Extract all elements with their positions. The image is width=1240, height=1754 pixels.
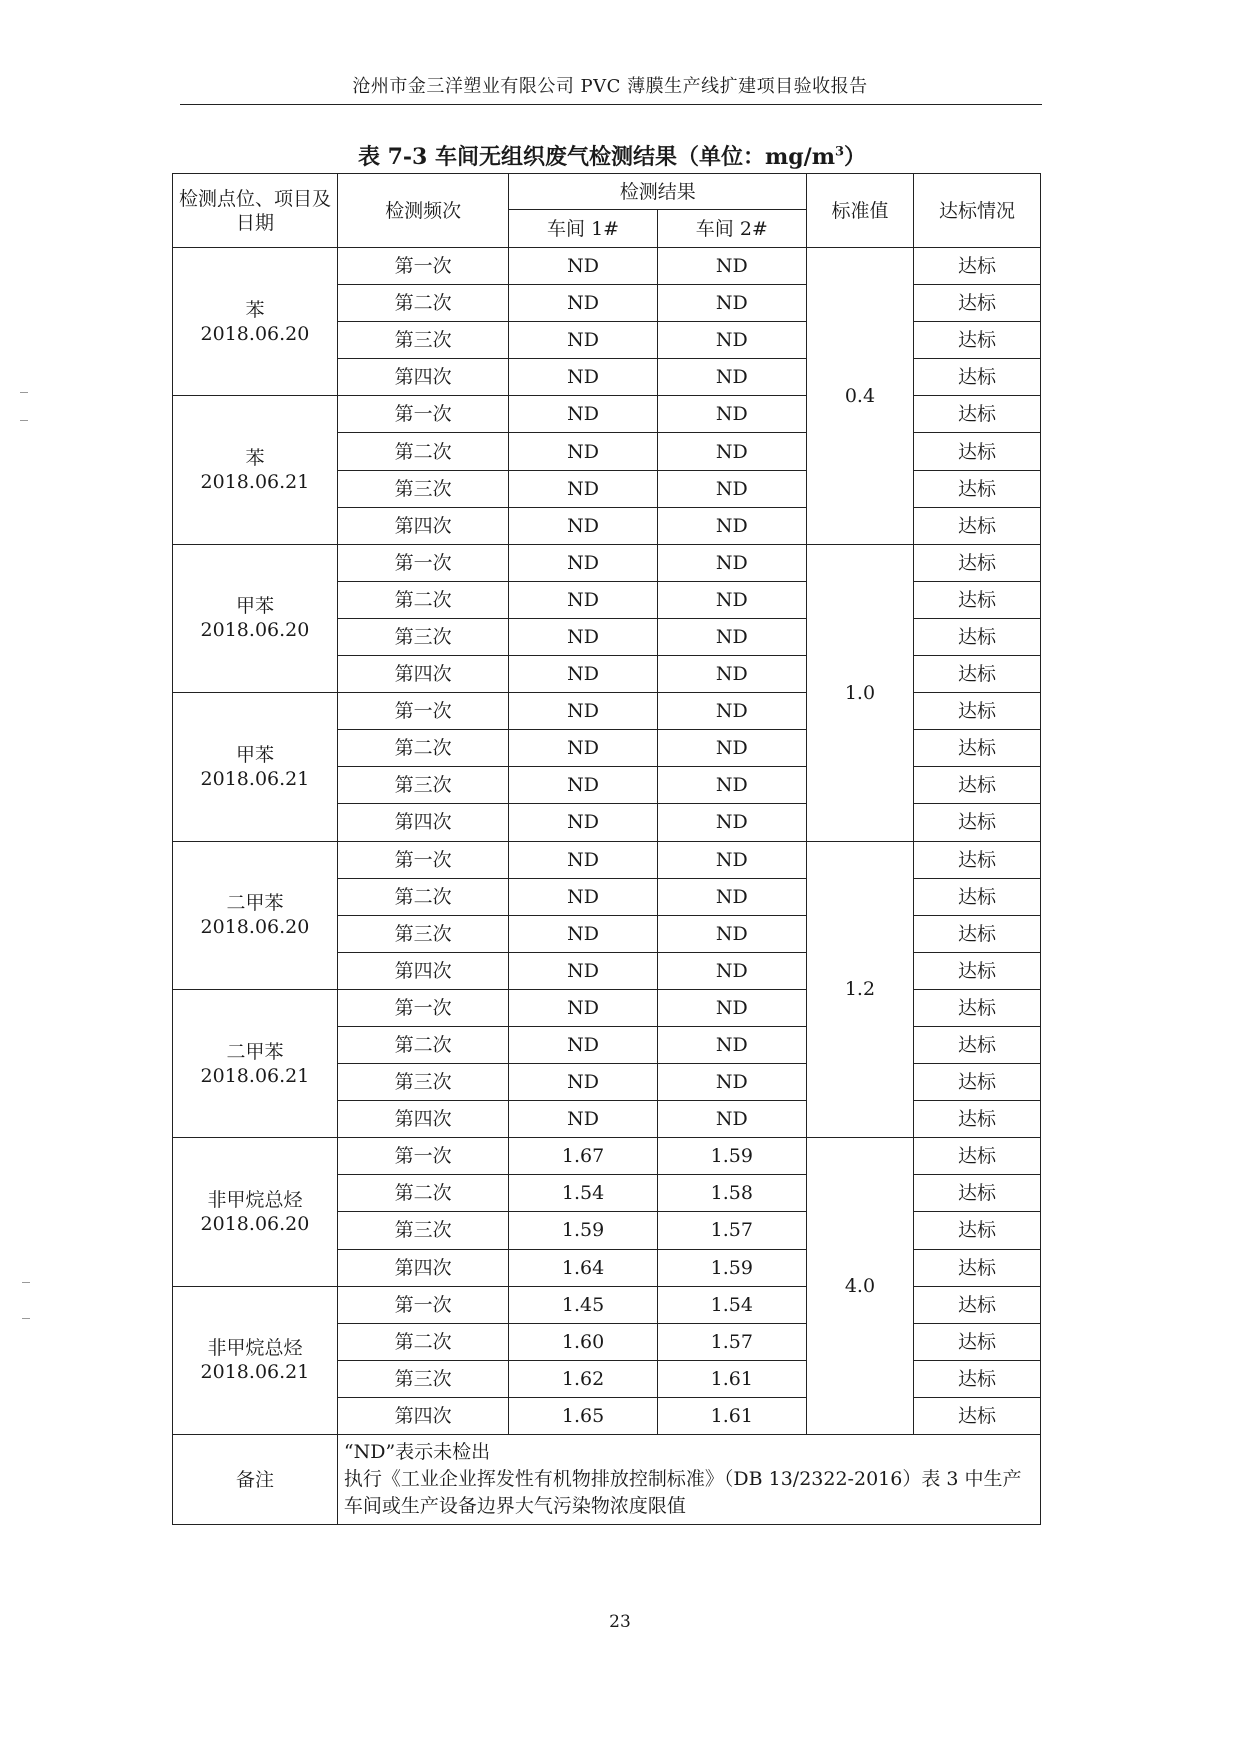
workshop-2-value: 1.59 <box>657 1138 806 1175</box>
header-standard: 标准值 <box>806 174 913 248</box>
item-date: 2018.06.20 <box>200 916 310 939</box>
item-date: 2018.06.21 <box>200 767 310 790</box>
workshop-2-value: ND <box>657 804 806 841</box>
table-row <box>173 544 1041 581</box>
frequency-cell: 第三次 <box>337 767 509 804</box>
remark-line: 执行《工业企业挥发性有机物排放控制标准》（DB 13/2322-2016）表 3 中生产车间或生产设备边界大气污染物浓度限值 <box>343 1468 1022 1517</box>
item-date: 2018.06.21 <box>200 1361 310 1384</box>
workshop-1-value: ND <box>509 1101 657 1138</box>
group-label-cell <box>173 841 338 989</box>
compliance-status: 达标 <box>913 878 1040 915</box>
item-name: 甲苯 <box>235 743 274 766</box>
workshop-1-value: ND <box>509 693 657 730</box>
item-date: 2018.06.20 <box>200 619 310 642</box>
compliance-status: 达标 <box>913 915 1040 952</box>
workshop-2-value: ND <box>657 915 806 952</box>
workshop-1-value: 1.59 <box>509 1212 657 1249</box>
frequency-cell: 第三次 <box>337 470 509 507</box>
workshop-2-value: ND <box>657 248 806 285</box>
standard-value: 4.0 <box>806 1138 913 1435</box>
group-label-cell <box>173 1138 338 1286</box>
workshop-1-value: ND <box>509 581 657 618</box>
table-row <box>173 841 1041 878</box>
compliance-status: 达标 <box>913 285 1040 322</box>
frequency-cell: 第三次 <box>337 915 509 952</box>
frequency-cell: 第一次 <box>337 544 509 581</box>
workshop-1-value: ND <box>509 656 657 693</box>
workshop-2-value: ND <box>657 989 806 1026</box>
compliance-status: 达标 <box>913 470 1040 507</box>
workshop-2-value: ND <box>657 878 806 915</box>
frequency-cell: 第四次 <box>337 507 509 544</box>
compliance-status: 达标 <box>913 841 1040 878</box>
workshop-1-value: ND <box>509 767 657 804</box>
compliance-status: 达标 <box>913 1323 1040 1360</box>
workshop-2-value: 1.57 <box>657 1212 806 1249</box>
workshop-1-value: ND <box>509 989 657 1026</box>
workshop-2-value: ND <box>657 952 806 989</box>
workshop-2-value: ND <box>657 433 806 470</box>
frequency-cell: 第四次 <box>337 804 509 841</box>
results-table-body <box>173 174 1041 1525</box>
frequency-cell: 第一次 <box>337 248 509 285</box>
frequency-cell: 第三次 <box>337 322 509 359</box>
compliance-status: 达标 <box>913 1064 1040 1101</box>
compliance-status: 达标 <box>913 693 1040 730</box>
workshop-1-value: 1.67 <box>509 1138 657 1175</box>
compliance-status: 达标 <box>913 359 1040 396</box>
workshop-2-value: ND <box>657 841 806 878</box>
workshop-2-value: ND <box>657 507 806 544</box>
group-label-cell <box>173 544 338 692</box>
group-label-cell <box>173 1286 338 1434</box>
compliance-status: 达标 <box>913 581 1040 618</box>
header-workshop-1: 车间 1# <box>509 210 657 248</box>
standard-value: 1.0 <box>806 544 913 841</box>
workshop-2-value: ND <box>657 1026 806 1063</box>
header-results: 检测结果 <box>509 174 807 210</box>
table-caption-title: 表 7-3 车间无组织废气检测结果（单位：mg/m <box>357 144 835 170</box>
table-caption-close: ） <box>844 144 867 170</box>
frequency-cell: 第一次 <box>337 1286 509 1323</box>
workshop-1-value: ND <box>509 359 657 396</box>
workshop-2-value: ND <box>657 544 806 581</box>
compliance-status: 达标 <box>913 1286 1040 1323</box>
compliance-status: 达标 <box>913 730 1040 767</box>
compliance-status: 达标 <box>913 656 1040 693</box>
scan-mark <box>22 1318 30 1319</box>
frequency-cell: 第四次 <box>337 952 509 989</box>
workshop-1-value: 1.60 <box>509 1323 657 1360</box>
workshop-2-value: ND <box>657 285 806 322</box>
table-row <box>173 248 1041 285</box>
document-header: 沧州市金三洋塑业有限公司 PVC 薄膜生产线扩建项目验收报告 <box>352 76 868 97</box>
group-label-cell <box>173 396 338 544</box>
workshop-2-value: ND <box>657 359 806 396</box>
workshop-2-value: ND <box>657 730 806 767</box>
workshop-1-value: ND <box>509 730 657 767</box>
group-label-cell <box>173 693 338 841</box>
workshop-1-value: ND <box>509 544 657 581</box>
compliance-status: 达标 <box>913 804 1040 841</box>
item-date: 2018.06.20 <box>200 322 310 345</box>
remarks-text <box>337 1435 1040 1525</box>
workshop-2-value: ND <box>657 618 806 655</box>
header-compliance: 达标情况 <box>913 174 1040 248</box>
item-name: 二甲苯 <box>226 892 284 915</box>
frequency-cell: 第二次 <box>337 285 509 322</box>
header-rule <box>180 104 1042 105</box>
workshop-1-value: ND <box>509 470 657 507</box>
table-caption-superscript: 3 <box>834 144 845 160</box>
frequency-cell: 第三次 <box>337 618 509 655</box>
workshop-1-value: 1.65 <box>509 1397 657 1434</box>
item-name: 二甲苯 <box>226 1040 284 1063</box>
item-name: 苯 <box>245 447 265 470</box>
workshop-2-value: 1.61 <box>657 1360 806 1397</box>
item-date: 2018.06.20 <box>200 1212 310 1235</box>
frequency-cell: 第一次 <box>337 396 509 433</box>
frequency-cell: 第四次 <box>337 1101 509 1138</box>
header-workshop-2: 车间 2# <box>657 210 806 248</box>
workshop-1-value: ND <box>509 841 657 878</box>
frequency-cell: 第四次 <box>337 1397 509 1434</box>
item-name: 非甲烷总烃 <box>207 1188 303 1211</box>
workshop-2-value: ND <box>657 581 806 618</box>
frequency-cell: 第二次 <box>337 1323 509 1360</box>
compliance-status: 达标 <box>913 433 1040 470</box>
workshop-1-value: 1.62 <box>509 1360 657 1397</box>
workshop-2-value: ND <box>657 322 806 359</box>
compliance-status: 达标 <box>913 507 1040 544</box>
compliance-status: 达标 <box>913 989 1040 1026</box>
workshop-1-value: ND <box>509 1064 657 1101</box>
frequency-cell: 第三次 <box>337 1212 509 1249</box>
frequency-cell: 第二次 <box>337 1026 509 1063</box>
workshop-2-value: ND <box>657 693 806 730</box>
workshop-2-value: ND <box>657 396 806 433</box>
compliance-status: 达标 <box>913 1249 1040 1286</box>
compliance-status: 达标 <box>913 544 1040 581</box>
compliance-status: 达标 <box>913 1026 1040 1063</box>
workshop-1-value: 1.64 <box>509 1249 657 1286</box>
workshop-1-value: ND <box>509 878 657 915</box>
page-number: 23 <box>609 1612 631 1632</box>
remarks-label: 备注 <box>173 1435 338 1525</box>
compliance-status: 达标 <box>913 952 1040 989</box>
group-label-cell <box>173 989 338 1137</box>
frequency-cell: 第一次 <box>337 1138 509 1175</box>
frequency-cell: 第二次 <box>337 730 509 767</box>
workshop-2-value: 1.59 <box>657 1249 806 1286</box>
compliance-status: 达标 <box>913 1360 1040 1397</box>
workshop-2-value: 1.57 <box>657 1323 806 1360</box>
frequency-cell: 第二次 <box>337 878 509 915</box>
frequency-cell: 第二次 <box>337 581 509 618</box>
item-date: 2018.06.21 <box>200 1064 310 1087</box>
compliance-status: 达标 <box>913 767 1040 804</box>
workshop-2-value: ND <box>657 470 806 507</box>
compliance-status: 达标 <box>913 1101 1040 1138</box>
frequency-cell: 第四次 <box>337 359 509 396</box>
workshop-2-value: ND <box>657 767 806 804</box>
workshop-1-value: 1.54 <box>509 1175 657 1212</box>
header-row-1 <box>173 174 1041 210</box>
compliance-status: 达标 <box>913 1397 1040 1434</box>
workshop-2-value: 1.61 <box>657 1397 806 1434</box>
frequency-cell: 第一次 <box>337 841 509 878</box>
item-name: 甲苯 <box>235 595 274 618</box>
frequency-cell: 第三次 <box>337 1360 509 1397</box>
compliance-status: 达标 <box>913 618 1040 655</box>
scan-mark <box>22 1282 30 1283</box>
workshop-2-value: ND <box>657 656 806 693</box>
item-name: 非甲烷总烃 <box>207 1337 303 1360</box>
compliance-status: 达标 <box>913 396 1040 433</box>
workshop-1-value: ND <box>509 433 657 470</box>
workshop-2-value: 1.58 <box>657 1175 806 1212</box>
compliance-status: 达标 <box>913 1212 1040 1249</box>
scan-mark <box>20 392 28 393</box>
workshop-2-value: 1.54 <box>657 1286 806 1323</box>
workshop-1-value: ND <box>509 507 657 544</box>
results-table <box>172 173 1041 1525</box>
group-label-cell <box>173 248 338 396</box>
frequency-cell: 第四次 <box>337 656 509 693</box>
workshop-1-value: ND <box>509 618 657 655</box>
frequency-cell: 第三次 <box>337 1064 509 1101</box>
workshop-1-value: ND <box>509 396 657 433</box>
workshop-1-value: ND <box>509 248 657 285</box>
workshop-1-value: ND <box>509 952 657 989</box>
workshop-1-value: ND <box>509 915 657 952</box>
frequency-cell: 第四次 <box>337 1249 509 1286</box>
standard-value: 0.4 <box>806 248 913 545</box>
item-date: 2018.06.21 <box>200 471 310 494</box>
scan-mark <box>20 420 28 421</box>
frequency-cell: 第二次 <box>337 1175 509 1212</box>
workshop-1-value: ND <box>509 322 657 359</box>
header-point-item-date: 检测点位、项目及日期 <box>173 174 338 248</box>
workshop-1-value: ND <box>509 1026 657 1063</box>
compliance-status: 达标 <box>913 248 1040 285</box>
remarks-row <box>173 1435 1041 1525</box>
workshop-1-value: ND <box>509 804 657 841</box>
table-caption <box>172 140 1052 171</box>
remark-line: “ND”表示未检出 <box>343 1441 491 1463</box>
frequency-cell: 第二次 <box>337 433 509 470</box>
item-name: 苯 <box>245 298 265 321</box>
frequency-cell: 第一次 <box>337 989 509 1026</box>
header-frequency: 检测频次 <box>337 174 509 248</box>
standard-value: 1.2 <box>806 841 913 1138</box>
table-row <box>173 1138 1041 1175</box>
workshop-1-value: 1.45 <box>509 1286 657 1323</box>
frequency-cell: 第一次 <box>337 693 509 730</box>
compliance-status: 达标 <box>913 1138 1040 1175</box>
compliance-status: 达标 <box>913 322 1040 359</box>
compliance-status: 达标 <box>913 1175 1040 1212</box>
workshop-2-value: ND <box>657 1064 806 1101</box>
workshop-2-value: ND <box>657 1101 806 1138</box>
workshop-1-value: ND <box>509 285 657 322</box>
